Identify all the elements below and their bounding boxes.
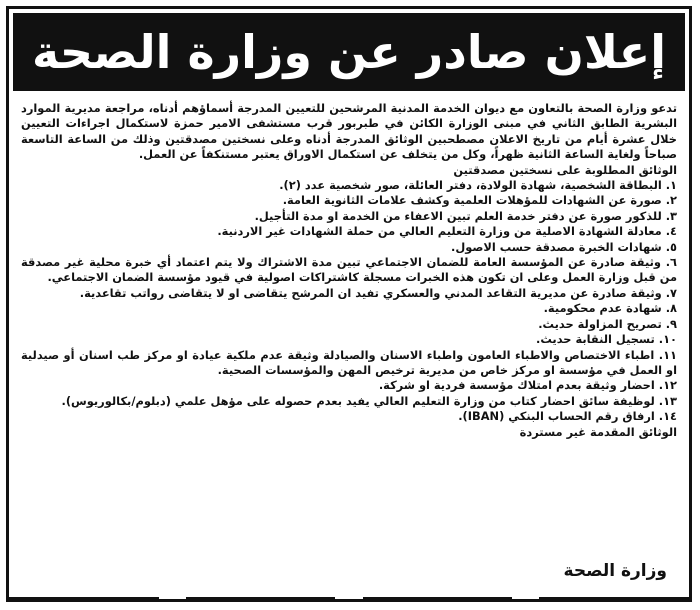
bottom-divider — [9, 597, 689, 601]
announcement-title: إعلان صادر عن وزارة الصحة — [13, 13, 685, 91]
list-item: ٦. وثيقة صادرة عن المؤسسة العامة للضمان الاجتماعي تبين مدة الاشتراك ولا يتم اعتماد أي خبرة محلية غير مصدقة من قبل وزارة العمل وعلى ان تكون هذه الخبرات مسجلة كاشتراكات اصولية في قيود مؤسسة الضمان الاجتماعي. — [21, 255, 677, 285]
list-item: ٨. شهادة عدم محكومية. — [543, 301, 677, 316]
announcement-body — [21, 101, 677, 440]
divider-segment — [186, 597, 336, 600]
signature: وزارة الصحة — [563, 561, 667, 581]
list-item: ١٠. تسجيل النقابة حديث. — [536, 332, 677, 347]
documents-list — [21, 178, 677, 425]
list-item: ١٢. احضار وثيقة بعدم امتلاك مؤسسة فردية او شركة. — [378, 378, 677, 393]
announcement-notice — [6, 6, 692, 602]
list-item: ٧. وثيقة صادرة عن مديرية التقاعد المدني والعسكري تفيد ان المرشح يتقاضى او لا يتقاضى رواتب تقاعدية. — [79, 285, 677, 300]
list-item: ٤. معادلة الشهادة الاصلية من وزارة التعليم العالي من حملة الشهادات غير الاردنية. — [217, 224, 677, 239]
list-item: ٢. صورة عن الشهادات للمؤهلات العلمية وكشف علامات الثانوية العامة. — [282, 193, 677, 208]
list-item: ١١. اطباء الاختصاص والاطباء العامون واطباء الاسنان والصيادلة وثيقة عدم ملكية عيادة او مركز طب اسنان أو صيدلية او العمل في مؤسسة او مركز خاص من مديرية ترخيص المهن والمؤسسات الصحية. — [21, 347, 677, 377]
divider-segment — [539, 597, 689, 600]
list-item: ١. البطاقة الشخصية، شهادة الولادة، دفتر العائلة، صور شخصية عدد (٢). — [279, 178, 677, 193]
footer-note: الوثائق المقدمة غير مستردة — [519, 424, 677, 439]
list-item: ١٣. لوظيفة سائق احضار كتاب من وزارة التعليم العالي يفيد بعدم حصوله على مؤهل علمي (دبلوم/بكالوريوس). — [61, 393, 677, 408]
list-item: ١٤. ارفاق رقم الحساب البنكي (IBAN). — [458, 409, 677, 424]
divider-segment — [363, 597, 513, 600]
list-item: ٣. للذكور صورة عن دفتر خدمة العلم تبين الاعفاء من الخدمة او مدة التأجيل. — [254, 208, 677, 223]
list-item: ٥. شهادات الخبرة مصدقة حسب الاصول. — [451, 239, 677, 254]
documents-heading: الوثائق المطلوبة على نسختين مصدقتين — [453, 162, 677, 177]
list-item: ٩. تصريح المزاولة حديث. — [538, 316, 677, 331]
divider-segment — [9, 597, 159, 600]
intro-paragraph: تدعو وزارة الصحة بالتعاون مع ديوان الخدمة المدنية المرشحين للتعيين المدرجة أسماؤهم أدناه، مراجعة مديرية الموارد البشرية الطابق الثاني في مبنى الوزارة الكائن في طبربور قرب مستشفى الامير حمزة لاستكمال اجراءات التعيين خلال عشرة أيام من تاريخ الاعلان مصطحبين الوثائق المدرجة أدناه وعلى نسختين مصدقتين وذلك من الساعة التاسعة صباحاً ولغاية الساعة الثانية ظهراً، وكل من يتخلف عن استكمال الاوراق يعتبر مستنكفاً عن العمل. — [21, 101, 677, 162]
